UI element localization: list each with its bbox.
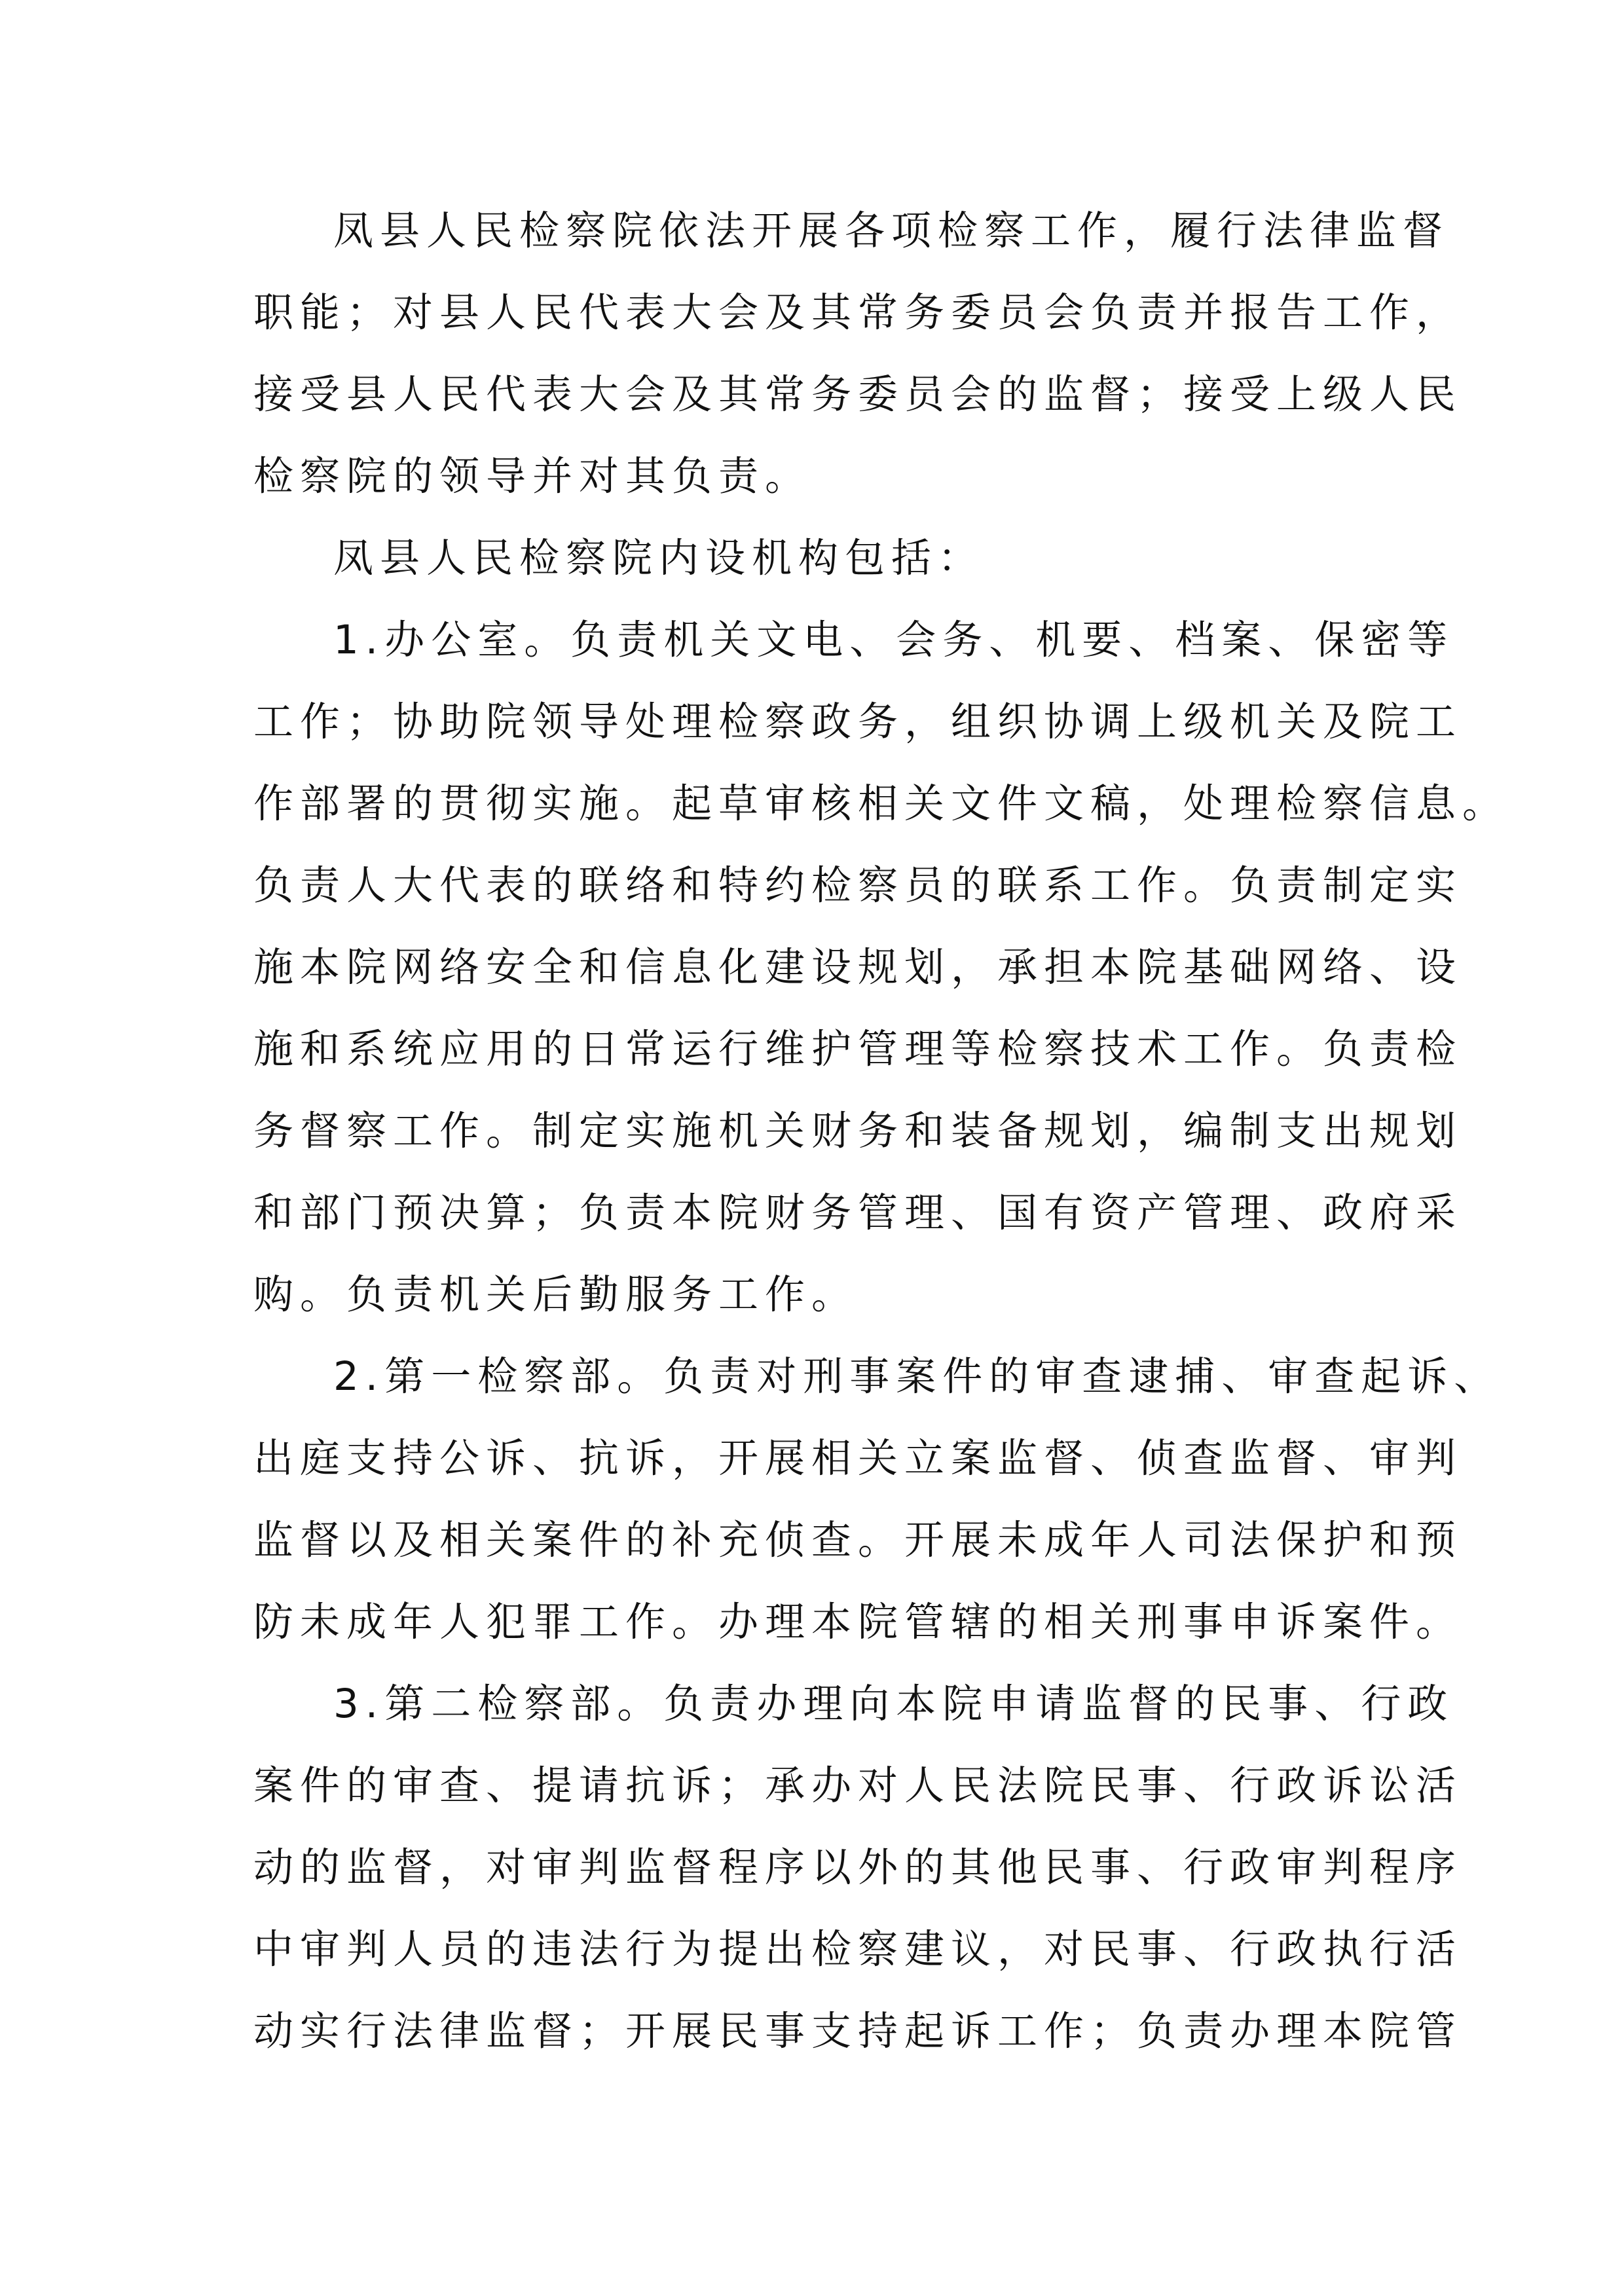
body-text-line: 务督察工作。制定实施机关财务和装备规划，编制支出规划 [253,1108,1463,1154]
body-text-line: 施和系统应用的日常运行维护管理等检察技术工作。负责检 [253,1026,1463,1072]
body-text-line: 中审判人员的违法行为提出检察建议，对民事、行政执行活 [253,1926,1463,1973]
body-text-line: 案件的审查、提请抗诉；承办对人民法院民事、行政诉讼活 [253,1762,1463,1809]
body-text-line: 3.第二检察部。负责办理向本院申请监督的民事、行政 [333,1681,1454,1727]
body-text-line: 动实行法律监督；开展民事支持起诉工作；负责办理本院管 [253,2008,1463,2054]
body-text-line: 负责人大代表的联络和特约检察员的联系工作。负责制定实 [253,862,1463,909]
body-text-line: 凤县人民检察院内设机构包括： [333,535,985,581]
body-text-line: 购。负责机关后勤服务工作。 [253,1271,858,1318]
body-text-line: 动的监督，对审判监督程序以外的其他民事、行政审判程序 [253,1844,1463,1891]
body-text-line: 凤县人民检察院依法开展各项检察工作，履行法律监督 [333,208,1450,254]
body-text-line: 工作；协助院领导处理检察政务，组织协调上级机关及院工 [253,699,1463,745]
body-text-line: 接受县人民代表大会及其常务委员会的监督；接受上级人民 [253,371,1463,418]
body-text-line: 作部署的贯彻实施。起草审核相关文件文稿，处理检察信息。 [253,780,1509,827]
body-text-line: 职能；对县人民代表大会及其常务委员会负责并报告工作， [253,289,1463,336]
body-text-line: 检察院的领导并对其负责。 [253,453,812,500]
body-text-line: 防未成年人犯罪工作。办理本院管辖的相关刑事申诉案件。 [253,1599,1463,1645]
body-text-line: 1.办公室。负责机关文电、会务、机要、档案、保密等 [333,617,1454,663]
body-text-line: 2.第一检察部。负责对刑事案件的审查逮捕、审查起诉、 [333,1353,1501,1400]
body-text-line: 监督以及相关案件的补充侦查。开展未成年人司法保护和预 [253,1517,1463,1563]
body-text-line: 出庭支持公诉、抗诉，开展相关立案监督、侦查监督、审判 [253,1435,1463,1482]
body-text-line: 施本院网络安全和信息化建设规划，承担本院基础网络、设 [253,944,1463,991]
body-text-line: 和部门预决算；负责本院财务管理、国有资产管理、政府采 [253,1190,1463,1236]
